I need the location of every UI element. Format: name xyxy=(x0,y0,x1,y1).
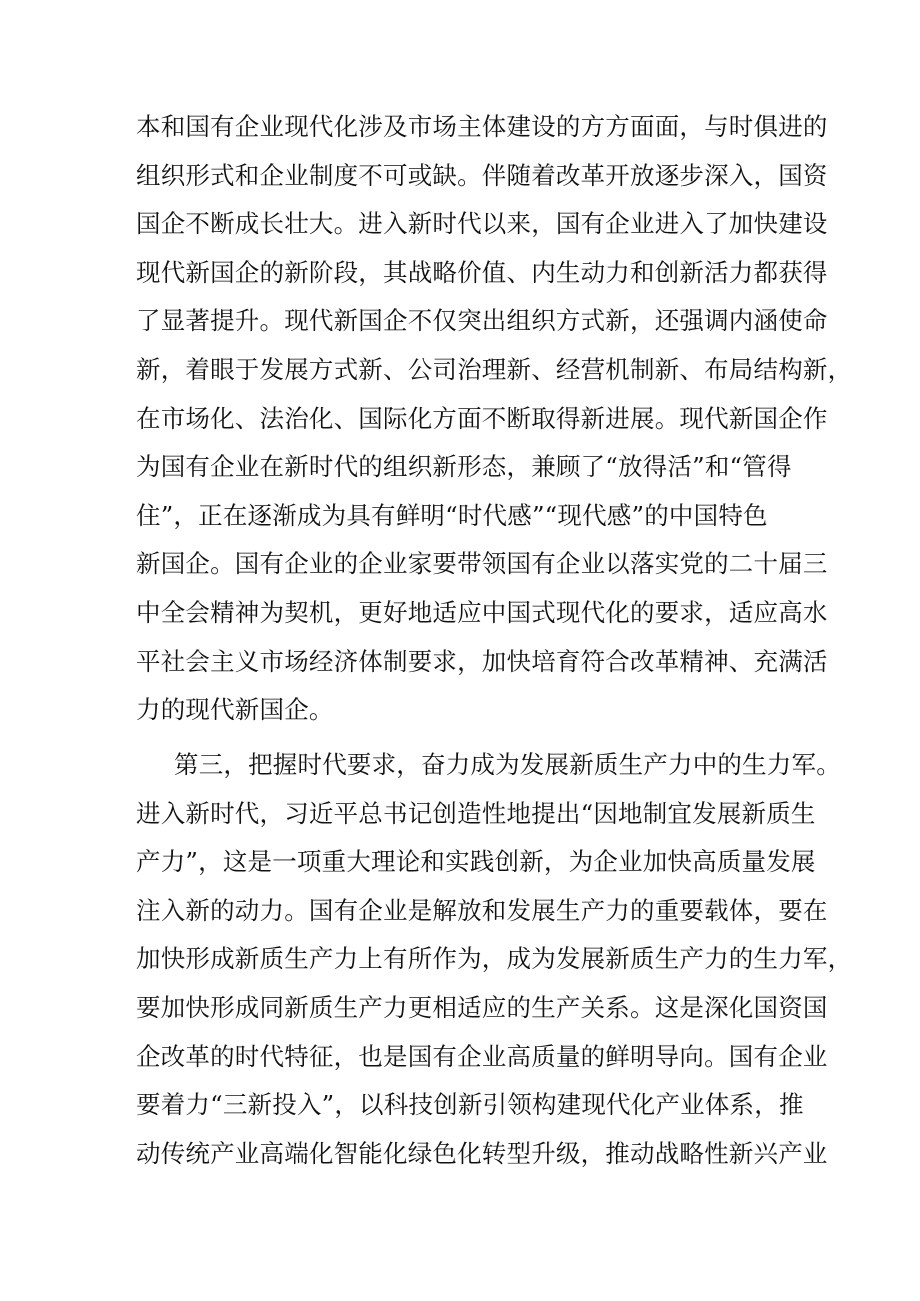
text-line: 进入新时代，习近平总书记创造性地提出“因地制宜发展新质生 xyxy=(136,798,816,828)
text-line: 中全会精神为契机，更好地适应中国式现代化的要求，适应高水 xyxy=(136,597,828,627)
text-line: 要加快形成同新质生产力更相适应的生产关系。这是深化国资国 xyxy=(136,992,828,1022)
paragraph-first-line: 第三，把握时代要求，奋力成为发展新质生产力中的生力军。 xyxy=(174,750,841,779)
text-line: 加快形成新质生产力上有所作为，成为发展新质生产力的生力军， xyxy=(136,944,853,974)
text-line: 国企不断成长壮大。进入新时代以来，国有企业进入了加快建设 xyxy=(136,209,828,239)
text-line: 新国企。国有企业的企业家要带领国有企业以落实党的二十届三 xyxy=(136,549,828,579)
text-line: 了显著提升。现代新国企不仅突出组织方式新，还强调内涵使命 xyxy=(136,306,828,336)
paragraph-third-point xyxy=(136,741,853,1178)
text-line: 组织形式和企业制度不可或缺。伴随着改革开放逐步深入，国资 xyxy=(136,160,828,190)
text-line: 住”，正在逐渐成为具有鲜明“时代感”“现代感”的中国特色 xyxy=(136,500,768,530)
text-line: 力的现代新国企。 xyxy=(136,695,334,725)
text-line: 本和国有企业现代化涉及市场主体建设的方方面面，与时俱进的 xyxy=(136,112,828,141)
paragraph-continuation xyxy=(136,103,853,735)
text-line: 平社会主义市场经济体制要求，加快培育符合改革精神、充满活 xyxy=(136,646,828,676)
text-line: 要着力“三新投入”，以科技创新引领构建现代化产业体系，推 xyxy=(136,1090,804,1120)
text-line: 企改革的时代特征，也是国有企业高质量的鲜明导向。国有企业 xyxy=(136,1041,828,1071)
text-line: 在市场化、法治化、国际化方面不断取得新进展。现代新国企作 xyxy=(136,403,828,433)
text-line: 现代新国企的新阶段，其战略价值、内生动力和创新活力都获得 xyxy=(136,257,828,287)
text-line: 产力”，这是一项重大理论和实践创新，为企业加快高质量发展 xyxy=(136,847,816,877)
text-line: 新，着眼于发展方式新、公司治理新、经营机制新、布局结构新， xyxy=(136,354,853,384)
text-line: 为国有企业在新时代的组织新形态，兼顾了“放得活”和“管得 xyxy=(136,452,792,482)
text-line: 动传统产业高端化智能化绿色化转型升级，推动战略性新兴产业 xyxy=(136,1138,828,1168)
text-line: 注入新的动力。国有企业是解放和发展生产力的重要载体，要在 xyxy=(136,895,828,925)
